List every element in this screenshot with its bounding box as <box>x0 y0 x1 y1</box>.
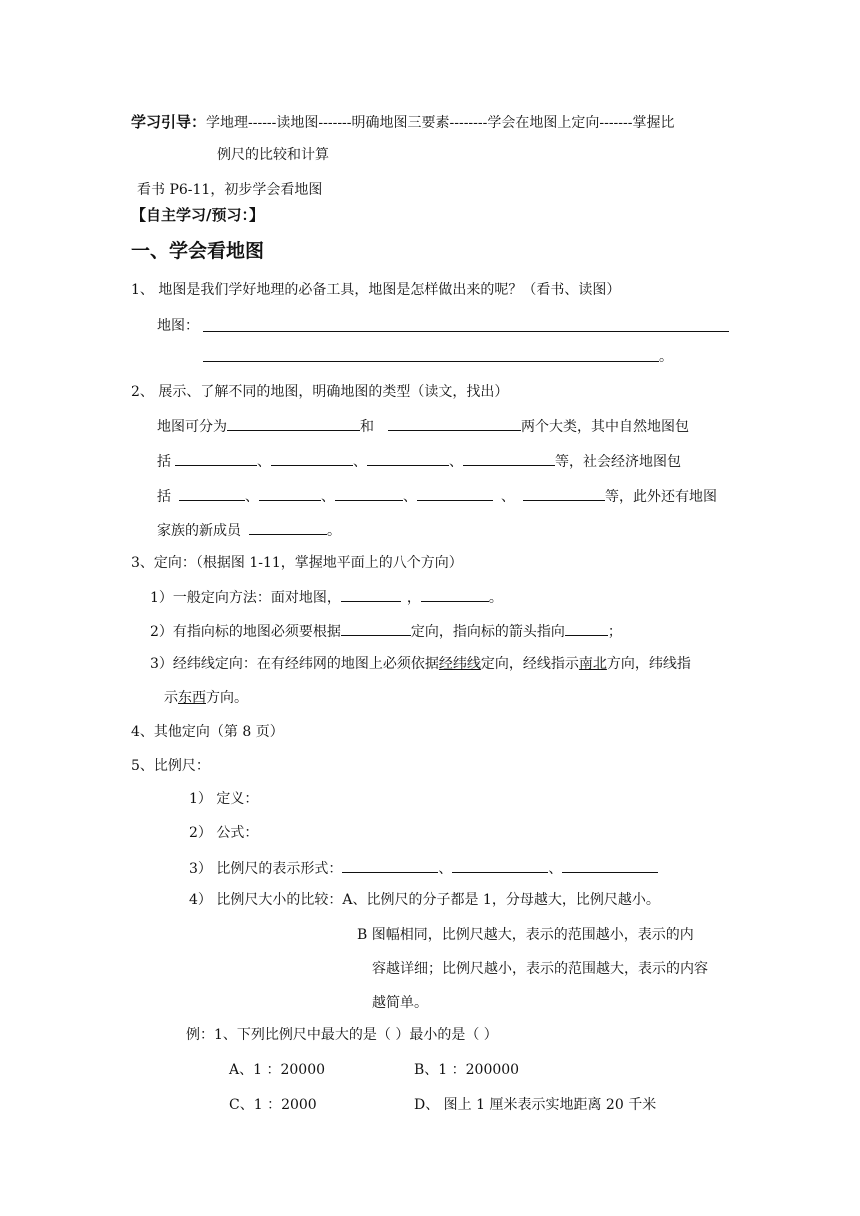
orientation-blank-2[interactable] <box>421 586 489 602</box>
guide-text-1: 学地理------读地图-------明确地图三要素--------学会在地图上定向-------掌握比 <box>206 115 675 131</box>
map-type-blank-2[interactable] <box>388 415 521 431</box>
scale-formula: 2） 公式： <box>189 825 259 841</box>
example-question: 例：1、下列比例尺中最大的是（ ）最小的是（ ） <box>186 1027 498 1043</box>
scale-compare-b1: B 图幅相同，比例尺越大，表示的范围越小，表示的内 <box>357 927 694 943</box>
q1-text: 1、 地图是我们学好地理的必备工具，地图是怎样做出来的呢？（看书、读图） <box>131 282 621 298</box>
scale-definition: 1） 定义： <box>189 791 259 807</box>
natural-map-blank-3[interactable] <box>367 450 449 466</box>
sep: 、 <box>501 489 515 505</box>
option-d[interactable]: D、 图上 1 厘米表示实地距离 20 千米 <box>414 1097 657 1113</box>
reading-note: 看书 P6-11，初步学会看地图 <box>137 182 323 198</box>
q3-item-2 <box>150 620 622 642</box>
parallel-answer: 东西 <box>178 690 206 706</box>
sep: 、 <box>321 489 335 505</box>
scale-form-blank-1[interactable] <box>342 857 438 873</box>
option-a[interactable]: A、1 ：20000 <box>229 1062 326 1078</box>
q4-text: 4、其他定向（第 8 页） <box>131 724 284 740</box>
q3-i1-comma: ， <box>406 590 421 606</box>
orientation-blank-1[interactable] <box>341 586 401 602</box>
q5-text: 5、比例尺： <box>131 758 210 774</box>
q2-line-2 <box>157 450 681 472</box>
social-map-blank-1[interactable] <box>179 485 245 501</box>
scale-forms <box>189 857 658 879</box>
social-map-blank-3[interactable] <box>335 485 403 501</box>
q3-i1-text: 1）一般定向方法：面对地图， <box>150 590 341 606</box>
sep: 、 <box>245 489 259 505</box>
new-member-blank[interactable] <box>249 519 327 535</box>
scale-compare-b3: 越简单。 <box>372 995 428 1011</box>
q2-l2-a: 括 <box>157 454 171 470</box>
q1-blank-1[interactable] <box>203 331 729 332</box>
q2-text: 2、 展示、了解不同的地图，明确地图的类型（读文，找出） <box>131 384 509 400</box>
scale-compare: 4） 比例尺大小的比较：A、比例尺的分子都是 1，分母越大，比例尺越小。 <box>189 892 660 908</box>
sep: 、 <box>548 861 563 877</box>
q2-l1-a: 地图可分为 <box>157 419 227 435</box>
q2-line-3 <box>157 485 717 507</box>
meridian-answer: 南北 <box>578 656 607 672</box>
q3-i3-text-b: 定向，经线指示 <box>480 656 579 672</box>
sep: 、 <box>257 454 271 470</box>
q1-label: 地图： <box>157 318 199 334</box>
q3-item-3 <box>150 654 691 674</box>
guide-line-1 <box>131 112 674 133</box>
guide-label: 学习引导： <box>131 113 207 131</box>
scale-compare-b2: 容越详细；比例尺越小，表示的范围越大，表示的内容 <box>372 961 708 977</box>
map-type-blank-1[interactable] <box>227 415 360 431</box>
q3-i3-text-d: 示 <box>164 690 178 706</box>
q2-l4-a: 家族的新成员 <box>157 523 241 539</box>
arrow-direction-blank[interactable] <box>565 620 608 636</box>
q2-l4-end: 。 <box>327 523 341 539</box>
sep: 、 <box>449 454 463 470</box>
q2-line-4 <box>157 519 341 541</box>
q2-l2-end: 等，社会经济地图包 <box>555 454 681 470</box>
q3-i1-end: 。 <box>488 590 503 606</box>
q3-item-3-cont <box>164 688 248 708</box>
q2-line-1 <box>157 415 689 437</box>
compass-blank[interactable] <box>341 620 411 636</box>
q1-end: 。 <box>659 349 673 365</box>
graticule-answer: 经纬线 <box>438 656 481 672</box>
q3-i3-text: 3）经纬线定向：在有经纬网的地图上必须依据 <box>150 656 439 672</box>
preview-heading: 【自主学习/预习：】 <box>131 206 264 224</box>
sep: 、 <box>438 861 453 877</box>
sep: 、 <box>353 454 367 470</box>
q3-i3-text-c: 方向，纬线指 <box>606 656 691 672</box>
q3-i2-text-b: 定向，指向标的箭头指向 <box>410 624 565 640</box>
natural-map-blank-1[interactable] <box>175 450 257 466</box>
social-map-blank-2[interactable] <box>259 485 321 501</box>
scale-form-blank-2[interactable] <box>452 857 548 873</box>
section-title: 一、学会看地图 <box>131 240 265 262</box>
q1-blank-2[interactable] <box>203 361 659 362</box>
q3-i3-text-e: 方向。 <box>206 690 248 706</box>
social-map-blank-5[interactable] <box>523 485 605 501</box>
natural-map-blank-4[interactable] <box>463 450 555 466</box>
scale-forms-label: 3） 比例尺的表示形式： <box>189 861 343 877</box>
q3-item-1 <box>150 586 503 608</box>
q3-i2-text: 2）有指向标的地图必须要根据 <box>150 624 341 640</box>
option-c[interactable]: C、1 ：2000 <box>229 1097 317 1113</box>
sep: 、 <box>403 489 417 505</box>
q3-text: 3、定向：（根据图 1-11，掌握地平面上的八个方向） <box>131 555 463 571</box>
q2-l1-c: 两个大类，其中自然地图包 <box>521 419 689 435</box>
q2-l1-b: 和 <box>360 419 374 435</box>
q2-l3-a: 括 <box>157 489 171 505</box>
social-map-blank-4[interactable] <box>417 485 493 501</box>
q3-i2-end: ； <box>607 624 622 640</box>
scale-form-blank-3[interactable] <box>562 857 658 873</box>
q2-l3-end: 等，此外还有地图 <box>605 489 717 505</box>
guide-line-2: 例尺的比较和计算 <box>217 147 329 163</box>
option-b[interactable]: B、1 ：200000 <box>414 1062 520 1078</box>
natural-map-blank-2[interactable] <box>271 450 353 466</box>
